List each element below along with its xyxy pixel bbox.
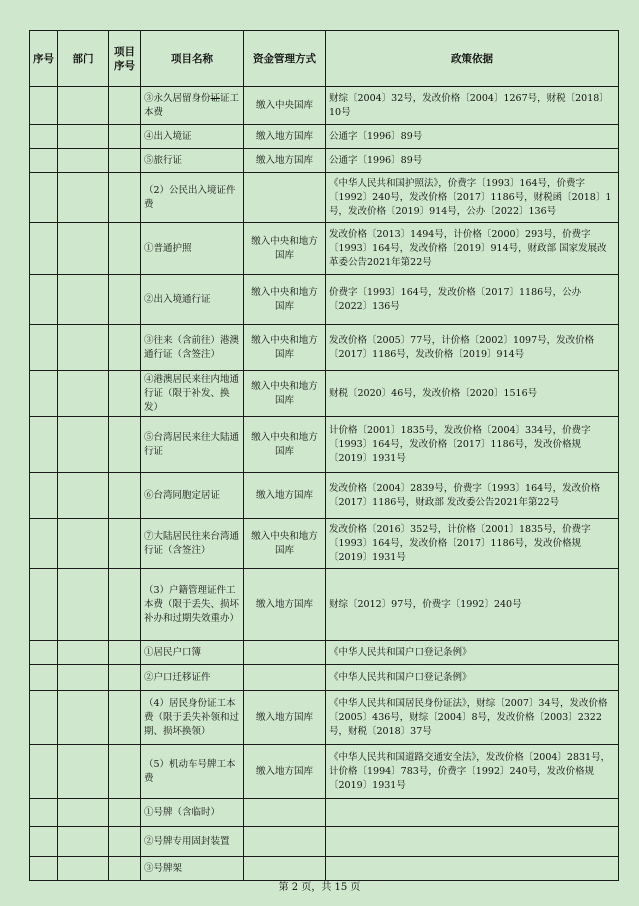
- seq-cell: [30, 473, 58, 519]
- seq-cell: [30, 799, 58, 827]
- policy-cell: 《中华人民共和国护照法》，价费字〔1993〕164号，价费字〔1992〕240号，发改价格〔2017〕1186号，财税函〔2018〕1号，发改价格〔2019〕914号，公办〔2022〕136号: [326, 173, 619, 223]
- item-name-cell: （3）户籍管理证件工本费（限于丢失、损坏补办和过期失效重办）: [141, 569, 244, 641]
- table-row: [30, 371, 619, 417]
- fund-mgmt-cell: 缴入地方国库: [244, 569, 326, 641]
- header-fund-mgmt: 资金管理方式: [244, 31, 326, 87]
- fund-mgmt-cell: 缴入中央和地方国库: [244, 371, 326, 417]
- item-seq-cell: [109, 275, 141, 325]
- item-name-cell: ②号牌专用固封装置: [141, 827, 244, 857]
- table-row: [30, 87, 619, 125]
- table-row: [30, 275, 619, 325]
- header-dept: 部门: [58, 31, 109, 87]
- table-row: [30, 149, 619, 173]
- table-row: [30, 125, 619, 149]
- item-name-cell: ③号牌架: [141, 857, 244, 881]
- item-seq-cell: [109, 799, 141, 827]
- item-name-cell: ⑤旅行证: [141, 149, 244, 173]
- dept-cell: [58, 665, 109, 691]
- item-name-cell: ④港澳居民来往内地通行证（限于补发、换发）: [141, 371, 244, 417]
- dept-cell: [58, 275, 109, 325]
- item-name-cell: ④出入境证: [141, 125, 244, 149]
- policy-cell: 财综〔2004〕32号，发改价格〔2004〕1267号，财税〔2018〕10号: [326, 87, 619, 125]
- dept-cell: [58, 149, 109, 173]
- dept-cell: [58, 223, 109, 275]
- item-seq-cell: [109, 827, 141, 857]
- policy-cell: 发改价格〔2016〕352号，计价格〔2001〕1835号，价费字〔1993〕164号，发改价格〔2017〕1186号，发改价格规〔2019〕1931号: [326, 519, 619, 569]
- table-row: [30, 857, 619, 881]
- item-seq-cell: [109, 569, 141, 641]
- item-seq-cell: [109, 745, 141, 799]
- item-seq-cell: [109, 125, 141, 149]
- item-name-cell: （5）机动车号牌工本费: [141, 745, 244, 799]
- dept-cell: [58, 417, 109, 473]
- item-name-struck-text: 证: [210, 92, 221, 104]
- fund-mgmt-cell: 缴入中央和地方国库: [244, 325, 326, 371]
- dept-cell: [58, 799, 109, 827]
- item-name-text: 证工本费: [144, 92, 240, 118]
- dept-cell: [58, 827, 109, 857]
- dept-cell: [58, 691, 109, 745]
- policy-cell: 《中华人民共和国户口登记条例》: [326, 665, 619, 691]
- table-row: [30, 519, 619, 569]
- seq-cell: [30, 371, 58, 417]
- seq-cell: [30, 745, 58, 799]
- item-name-cell: （2）公民出入境证件费: [141, 173, 244, 223]
- item-name-cell: ⑥台湾同胞定居证: [141, 473, 244, 519]
- fund-mgmt-cell: [244, 173, 326, 223]
- seq-cell: [30, 223, 58, 275]
- fund-mgmt-cell: 缴入地方国库: [244, 745, 326, 799]
- fund-mgmt-cell: 缴入地方国库: [244, 691, 326, 745]
- table-row: [30, 569, 619, 641]
- dept-cell: [58, 173, 109, 223]
- dept-cell: [58, 569, 109, 641]
- table-row: [30, 325, 619, 371]
- dept-cell: [58, 745, 109, 799]
- fund-mgmt-cell: 缴入中央和地方国库: [244, 417, 326, 473]
- table-row: [30, 641, 619, 665]
- dept-cell: [58, 325, 109, 371]
- fund-mgmt-cell: 缴入中央国库: [244, 87, 326, 125]
- item-name-cell: ①居民户口簿: [141, 641, 244, 665]
- header-policy: 政策依据: [326, 31, 619, 87]
- table-row: [30, 827, 619, 857]
- policy-cell: [326, 799, 619, 827]
- dept-cell: [58, 857, 109, 881]
- policy-cell: [326, 857, 619, 881]
- fund-mgmt-cell: 缴入地方国库: [244, 125, 326, 149]
- item-seq-cell: [109, 149, 141, 173]
- policy-cell: 发改价格〔2004〕2839号，价费字〔1993〕164号，发改价格〔2017〕1186号，财政部 发改委公告2021年第22号: [326, 473, 619, 519]
- item-name-cell: ⑤台湾居民来往大陆通行证: [141, 417, 244, 473]
- seq-cell: [30, 569, 58, 641]
- seq-cell: [30, 691, 58, 745]
- item-seq-cell: [109, 417, 141, 473]
- header-item-name: 项目名称: [141, 31, 244, 87]
- table-row: [30, 745, 619, 799]
- fund-mgmt-cell: [244, 827, 326, 857]
- policy-cell: 价费字〔1993〕164号，发改价格〔2017〕1186号，公办〔2022〕136号: [326, 275, 619, 325]
- item-seq-cell: [109, 371, 141, 417]
- item-name-cell: ③往来（含前往）港澳通行证（含签注）: [141, 325, 244, 371]
- seq-cell: [30, 827, 58, 857]
- item-seq-cell: [109, 519, 141, 569]
- item-seq-cell: [109, 691, 141, 745]
- seq-cell: [30, 519, 58, 569]
- seq-cell: [30, 325, 58, 371]
- dept-cell: [58, 371, 109, 417]
- policy-cell: 《中华人民共和国居民身份证法》，财综〔2007〕34号，发改价格〔2005〕436号，财综〔2004〕8号，发改价格〔2003〕2322号，财税〔2018〕37号: [326, 691, 619, 745]
- table-row: [30, 173, 619, 223]
- item-name-text: ③永久居留身份: [144, 92, 211, 104]
- seq-cell: [30, 417, 58, 473]
- seq-cell: [30, 275, 58, 325]
- item-name-cell: [141, 87, 244, 125]
- fund-mgmt-cell: [244, 799, 326, 827]
- item-name-cell: （4）居民身份证工本费（限于丢失补领和过期、损坏换领）: [141, 691, 244, 745]
- item-seq-cell: [109, 665, 141, 691]
- dept-cell: [58, 519, 109, 569]
- item-seq-cell: [109, 87, 141, 125]
- seq-cell: [30, 173, 58, 223]
- table-row: [30, 691, 619, 745]
- seq-cell: [30, 641, 58, 665]
- page-footer: 第 2 页，共 15 页: [278, 882, 361, 893]
- seq-cell: [30, 665, 58, 691]
- item-name-cell: ②户口迁移证件: [141, 665, 244, 691]
- policy-cell: 发改价格〔2013〕1494号，计价格〔2000〕293号，价费字〔1993〕164号，发改价格〔2019〕914号，财政部 国家发展改革委公告2021年第22号: [326, 223, 619, 275]
- header-item-seq: 项目序号: [109, 31, 141, 87]
- fund-mgmt-cell: 缴入中央和地方国库: [244, 275, 326, 325]
- table-row: [30, 223, 619, 275]
- item-name-cell: ②出入境通行证: [141, 275, 244, 325]
- seq-cell: [30, 87, 58, 125]
- fee-table: [29, 30, 619, 881]
- seq-cell: [30, 149, 58, 173]
- item-name-cell: ①普通护照: [141, 223, 244, 275]
- seq-cell: [30, 125, 58, 149]
- policy-cell: 财税〔2020〕46号，发改价格〔2020〕1516号: [326, 371, 619, 417]
- table-row: [30, 473, 619, 519]
- fund-mgmt-cell: 缴入中央和地方国库: [244, 223, 326, 275]
- item-seq-cell: [109, 857, 141, 881]
- fund-mgmt-cell: [244, 641, 326, 665]
- item-seq-cell: [109, 325, 141, 371]
- dept-cell: [58, 473, 109, 519]
- dept-cell: [58, 641, 109, 665]
- policy-cell: 《中华人民共和国户口登记条例》: [326, 641, 619, 665]
- policy-cell: 公通字〔1996〕89号: [326, 125, 619, 149]
- seq-cell: [30, 857, 58, 881]
- item-seq-cell: [109, 641, 141, 665]
- dept-cell: [58, 125, 109, 149]
- item-seq-cell: [109, 173, 141, 223]
- header-row: [30, 31, 619, 87]
- policy-cell: 财综〔2012〕97号，价费字〔1992〕240号: [326, 569, 619, 641]
- fund-mgmt-cell: [244, 857, 326, 881]
- policy-cell: [326, 827, 619, 857]
- table-row: [30, 665, 619, 691]
- table-row: [30, 417, 619, 473]
- item-seq-cell: [109, 473, 141, 519]
- header-seq: 序号: [30, 31, 58, 87]
- policy-cell: 发改价格〔2005〕77号，计价格〔2002〕1097号，发改价格〔2017〕1186号，发改价格〔2019〕914号: [326, 325, 619, 371]
- fund-mgmt-cell: 缴入地方国库: [244, 149, 326, 173]
- policy-cell: 《中华人民共和国道路交通安全法》，发改价格〔2004〕2831号，计价格〔1994〕783号，价费字〔1992〕240号，发改价格规〔2019〕1931号: [326, 745, 619, 799]
- item-name-cell: ①号牌（含临时）: [141, 799, 244, 827]
- policy-cell: 计价格〔2001〕1835号，发改价格〔2004〕334号，价费字〔1993〕164号，发改价格〔2017〕1186号，发改价格规〔2019〕1931号: [326, 417, 619, 473]
- item-seq-cell: [109, 223, 141, 275]
- policy-cell: 公通字〔1996〕89号: [326, 149, 619, 173]
- item-name-cell: ⑦大陆居民往来台湾通行证（含签注）: [141, 519, 244, 569]
- dept-cell: [58, 87, 109, 125]
- fund-mgmt-cell: 缴入中央和地方国库: [244, 519, 326, 569]
- fund-mgmt-cell: [244, 665, 326, 691]
- table-row: [30, 799, 619, 827]
- fund-mgmt-cell: 缴入地方国库: [244, 473, 326, 519]
